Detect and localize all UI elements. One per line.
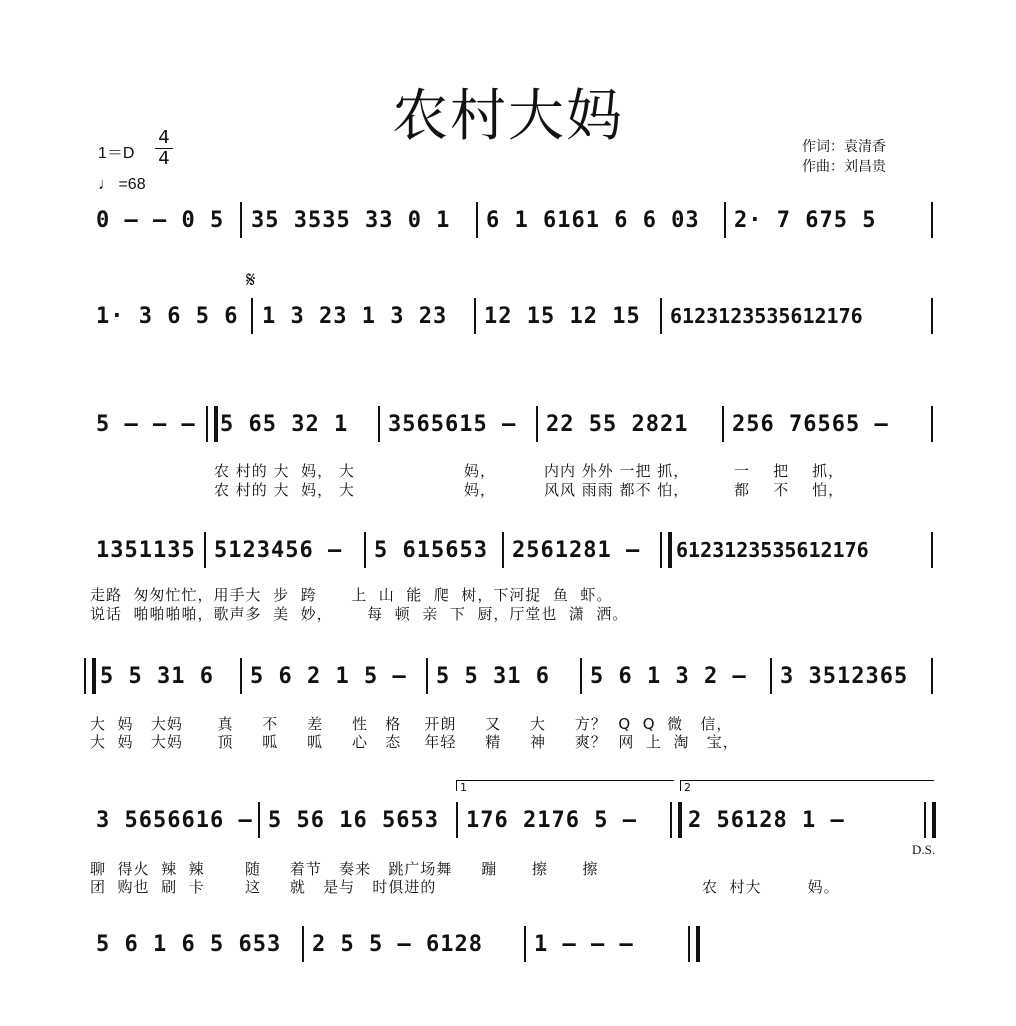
key-signature: 1＝D (98, 145, 135, 162)
measure: 2561281 – (512, 537, 641, 563)
measure: 3565615 – (388, 411, 517, 437)
system-5 (88, 656, 936, 696)
bar-line (931, 532, 933, 568)
system-3 (88, 404, 936, 444)
dal-segno-mark: D.S. (912, 842, 936, 857)
measure: 0 – – 0 5 (96, 207, 225, 233)
measure: 5 65 32 1 (220, 411, 349, 437)
time-signature (155, 128, 173, 169)
system-4 (88, 530, 936, 570)
lyrics-verse-2: 妈， (464, 481, 497, 499)
lyrics-verse-1: 农 村的 大 妈， 大 (214, 462, 355, 480)
lyrics-verse-1: 聊 得火 辣 辣 随 着节 奏来 跳广场舞 蹦 擦 擦 (90, 860, 599, 878)
lyrics-verse-2: 农 村的 大 妈， 大 (214, 481, 355, 499)
system-2 (88, 296, 936, 336)
bar-line (931, 202, 933, 238)
final-bar (924, 802, 936, 838)
measure: 3 5656616 – (96, 807, 253, 833)
page-title: 农村大妈 (392, 84, 624, 149)
measure: 1 – – – (534, 931, 634, 957)
measure: 1 3 23 1 3 23 (262, 303, 448, 329)
measure: 5 615653 (374, 537, 488, 563)
lyrics-verse-2: 风风 雨雨 都不 怕， (544, 481, 690, 499)
measure: 6 1 6161 6 6 03 (486, 207, 700, 233)
measure: 1351135 (96, 537, 196, 563)
measure: 22 55 2821 (546, 411, 689, 437)
measure: 12 15 12 15 (484, 303, 641, 329)
lyrics-verse-1: 大 妈 大妈 真 不 差 性 格 开朗 又 大 方？ Q Q 微 信， (90, 715, 733, 733)
bar-line (931, 406, 933, 442)
measure: 5 5 31 6 (436, 663, 550, 689)
lyrics-verse-2: 说话 啪啪啪啪，歌声多 美 妙， 每 顿 亲 下 厨，厅堂也 潇 洒。 (90, 605, 629, 623)
lyrics-verse-1: 走路 匆匆忙忙，用手大 步 跨 上 山 能 爬 树，下河捉 鱼 虾。 (90, 586, 613, 604)
bar-line (931, 298, 933, 334)
measure: 2 5 5 – 6128 (312, 931, 483, 957)
final-bar (688, 926, 700, 962)
measure: 3 3512365 (780, 663, 909, 689)
bar-line (251, 298, 253, 334)
meter-bottom: 4 (158, 148, 170, 169)
system-7 (88, 924, 936, 964)
measure: 256 76565 – (732, 411, 889, 437)
system-1 (88, 200, 936, 240)
measure: 176 2176 5 – (466, 807, 637, 833)
system-6 (88, 800, 936, 840)
credits (802, 137, 886, 177)
measure: 2· 7 675 5 (734, 207, 877, 233)
lyrics-verse-2: 都 不 怕， (734, 481, 845, 499)
measure: 5 6 1 6 5 653 (96, 931, 282, 957)
measure: 5 6 2 1 5 – (250, 663, 407, 689)
lyrics-verse-1: 内内 外外 一把 抓， (544, 462, 690, 480)
measure: 5 6 1 3 2 – (590, 663, 747, 689)
measure: 5 5 31 6 (100, 663, 214, 689)
measure: 35 3535 33 0 1 (251, 207, 451, 233)
lyrics-verse-1: 妈， (464, 462, 497, 480)
lyrics-verse-2: 大 妈 大妈 顶 呱 呱 心 态 年轻 精 神 爽？ 网 上 淘 宝， (90, 733, 739, 751)
lyrics-verse-2-ending: 农 村大 妈。 (702, 878, 840, 896)
measure: 5123456 – (214, 537, 343, 563)
measure: 6123123535612176 (670, 304, 863, 328)
meter-top: 4 (158, 127, 170, 148)
volta-bracket-2: 2 (680, 780, 934, 791)
composer: 作曲：刘昌贵 (802, 159, 886, 175)
segno-sign: 𝄋 (246, 268, 256, 293)
measure: 5 56 16 5653 (268, 807, 439, 833)
lyrics-verse-1: 一 把 抓， (734, 462, 845, 480)
bar-line (931, 658, 933, 694)
volta-bracket-1: 1 (456, 780, 674, 791)
bar-line (240, 202, 242, 238)
measure: 2 56128 1 – (688, 807, 845, 833)
lyrics-verse-2: 团 购也 刷 卡 这 就 是与 时俱进的 (90, 878, 437, 896)
measure: 6123123535612176 (676, 538, 869, 562)
tempo-marking: ♩ =68 (98, 176, 146, 193)
measure: 1· 3 6 5 6 (96, 303, 239, 329)
measure: 5 – – – (96, 411, 196, 437)
lyricist: 作词：袁清香 (802, 139, 886, 155)
